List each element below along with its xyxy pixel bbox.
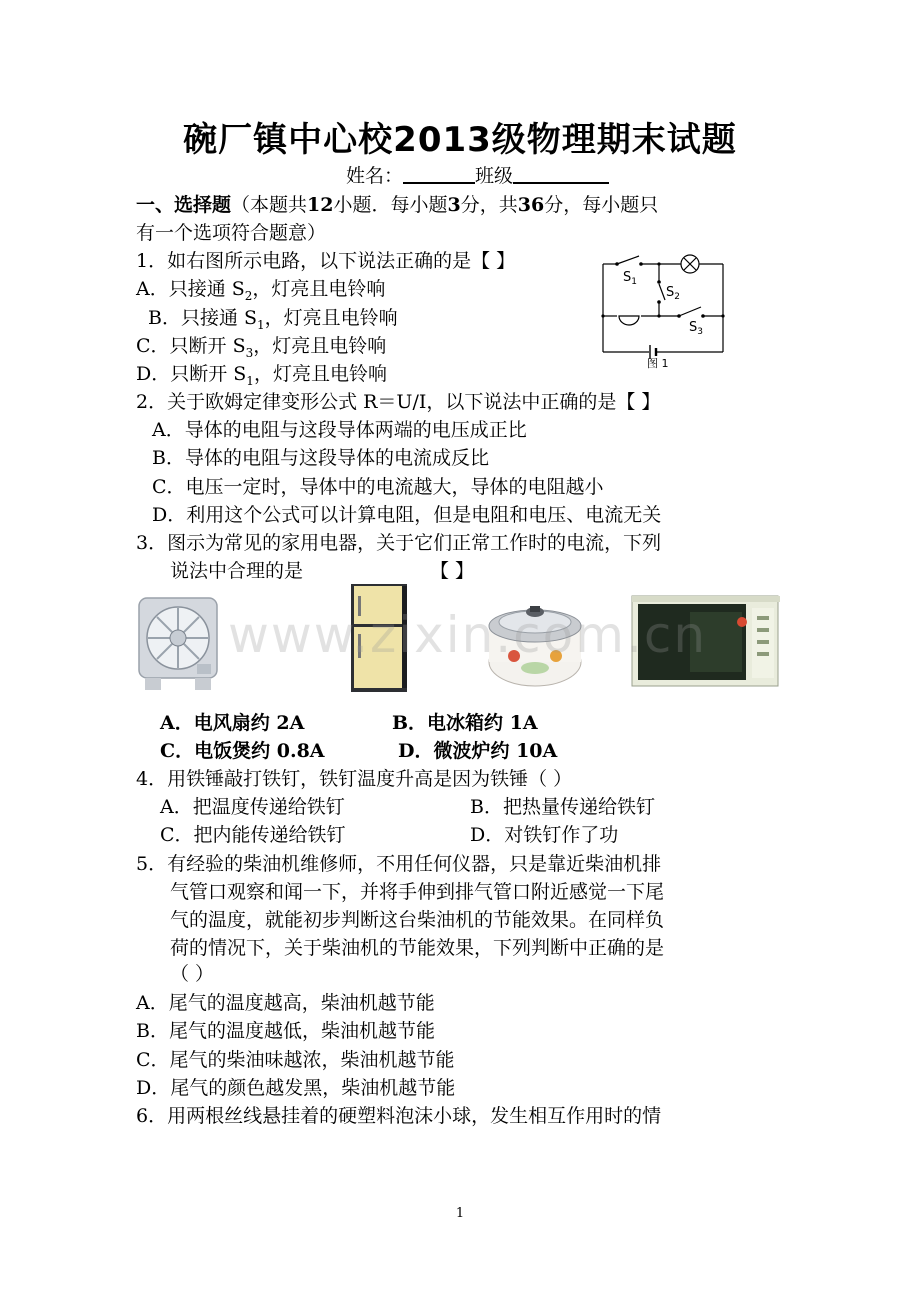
name-class-line bbox=[346, 162, 609, 190]
section-note-1: （本题共 bbox=[231, 194, 308, 216]
bell-icon bbox=[619, 316, 639, 325]
section-note-3: 分，共 bbox=[460, 194, 518, 216]
q1-a-text-post: ，灯亮且电铃响 bbox=[252, 278, 386, 300]
section-heading bbox=[136, 191, 658, 219]
q2-option-b[interactable]: B．导体的电阻与这段导体的电流成反比 bbox=[152, 447, 489, 469]
circuit-diagram bbox=[595, 250, 735, 370]
q3-option-d[interactable]: D．微波炉约 10A bbox=[398, 740, 558, 762]
q4-stem: 4．用铁锤敲打铁钉，铁钉温度升高是因为铁锤（ ） bbox=[136, 768, 573, 790]
q2-option-a[interactable]: A．导体的电阻与这段导体两端的电压成正比 bbox=[152, 419, 527, 441]
class-blank[interactable] bbox=[513, 162, 609, 184]
junction-left bbox=[601, 314, 604, 317]
s2-contact-a bbox=[657, 280, 661, 284]
switch-s3-blade bbox=[679, 307, 701, 316]
q1-stem: 1．如右图所示电路，以下说法正确的是【 】 bbox=[136, 250, 516, 272]
q1-b-text-post: ，灯亮且电铃响 bbox=[264, 307, 398, 329]
junction-right bbox=[721, 314, 724, 317]
q5-option-d[interactable]: D．尾气的颜色越发黑，柴油机越节能 bbox=[136, 1077, 456, 1099]
q1-d-text-post: ，灯亮且电铃响 bbox=[253, 363, 387, 385]
s1-label: $S_1$ bbox=[623, 270, 637, 287]
page-number: 1 bbox=[455, 1206, 465, 1221]
switch-s1-blade bbox=[617, 256, 639, 264]
s2-contact-b bbox=[657, 300, 661, 304]
q5-stem-line1: 5．有经验的柴油机维修师，不用任何仪器，只是靠近柴油机排 bbox=[136, 853, 662, 875]
class-label: 班级 bbox=[475, 165, 514, 187]
q2-option-d[interactable]: D．利用这个公式可以计算电阻，但是电阻和电压、电流无关 bbox=[152, 504, 662, 526]
q3-answer-bracket: 【 】 bbox=[430, 560, 475, 582]
s1-contact-a bbox=[615, 262, 619, 266]
q5-option-b[interactable]: B．尾气的温度越低，柴油机越节能 bbox=[136, 1020, 435, 1042]
q5-option-c[interactable]: C．尾气的柴油味越浓，柴油机越节能 bbox=[136, 1049, 455, 1071]
junction-mid bbox=[657, 314, 660, 317]
q3-stem-line1: 3．图示为常见的家用电器，关于它们正常工作时的电流，下列 bbox=[136, 532, 662, 554]
q5-stem-line3: 气的温度，就能初步判断这台柴油机的节能效果。在同样负 bbox=[170, 909, 665, 931]
s1-contact-b bbox=[639, 262, 643, 266]
q5-stem-line5: （ ） bbox=[170, 963, 215, 985]
q3-stem-line2: 说法中合理的是 bbox=[170, 560, 304, 582]
q1-b-sub: 1 bbox=[257, 317, 265, 332]
switch-s2-blade bbox=[659, 284, 665, 300]
s3-contact-b bbox=[701, 314, 705, 318]
q4-option-a[interactable]: A．把温度传递给铁钉 bbox=[160, 796, 345, 818]
section-note-4: 分，每小题只 bbox=[544, 194, 659, 216]
q1-c-text-post: ，灯亮且电铃响 bbox=[253, 335, 387, 357]
s2-label: $S_2$ bbox=[666, 285, 680, 302]
figure-caption: 图 1 bbox=[647, 357, 669, 370]
page-title: 碗厂镇中心校2013级物理期末试题 bbox=[183, 120, 737, 160]
question-count: 12 bbox=[307, 194, 334, 216]
q6-stem-line1: 6．用两根丝线悬挂着的硬塑料泡沫小球，发生相互作用时的情 bbox=[136, 1105, 662, 1127]
q2-option-c[interactable]: C．电压一定时，导体中的电流越大，导体的电阻越小 bbox=[152, 476, 604, 498]
junction-top bbox=[657, 262, 660, 265]
q4-option-c[interactable]: C．把内能传递给铁钉 bbox=[160, 824, 346, 846]
points-each: 3 bbox=[447, 194, 461, 216]
q3-option-a[interactable]: A．电风扇约 2A bbox=[160, 712, 305, 734]
q5-stem-line4: 荷的情况下，关于柴油机的节能效果，下列判断中正确的是 bbox=[170, 937, 665, 959]
s3-contact-a bbox=[677, 314, 681, 318]
q4-option-b[interactable]: B．把热量传递给铁钉 bbox=[470, 796, 655, 818]
name-label: 姓名： bbox=[346, 165, 404, 187]
q4-option-d[interactable]: D．对铁钉作了功 bbox=[470, 824, 619, 846]
section-note-2: 小题．每小题 bbox=[333, 194, 448, 216]
points-total: 36 bbox=[517, 194, 545, 216]
q1-c-sub: 3 bbox=[245, 345, 254, 360]
s3-label: $S_3$ bbox=[689, 320, 703, 337]
q1-b-text: B．只接通 S bbox=[148, 307, 258, 329]
q1-c-text: C．只断开 S bbox=[136, 335, 246, 357]
name-blank[interactable] bbox=[403, 162, 475, 184]
q2-stem: 2．关于欧姆定律变形公式 R＝U/I，以下说法中正确的是【 】 bbox=[136, 391, 661, 413]
q1-d-sub: 1 bbox=[246, 373, 254, 388]
q3-option-b[interactable]: B．电冰箱约 1A bbox=[392, 712, 538, 734]
section-title: 一、选择题 bbox=[136, 194, 232, 216]
q1-a-text: A．只接通 S bbox=[136, 278, 245, 300]
watermark: www.zixin.com.cn bbox=[228, 606, 708, 664]
section-note-line2: 有一个选项符合题意） bbox=[136, 222, 327, 244]
q5-stem-line2: 气管口观察和闻一下，并将手伸到排气管口附近感觉一下尾 bbox=[170, 881, 665, 903]
q1-d-text: D．只断开 S bbox=[136, 363, 247, 385]
electric-fan-image bbox=[135, 594, 221, 692]
q3-option-c[interactable]: C．电饭煲约 0.8A bbox=[160, 740, 325, 762]
q1-a-sub: 2 bbox=[244, 288, 253, 303]
q5-option-a[interactable]: A．尾气的温度越高，柴油机越节能 bbox=[136, 992, 435, 1014]
